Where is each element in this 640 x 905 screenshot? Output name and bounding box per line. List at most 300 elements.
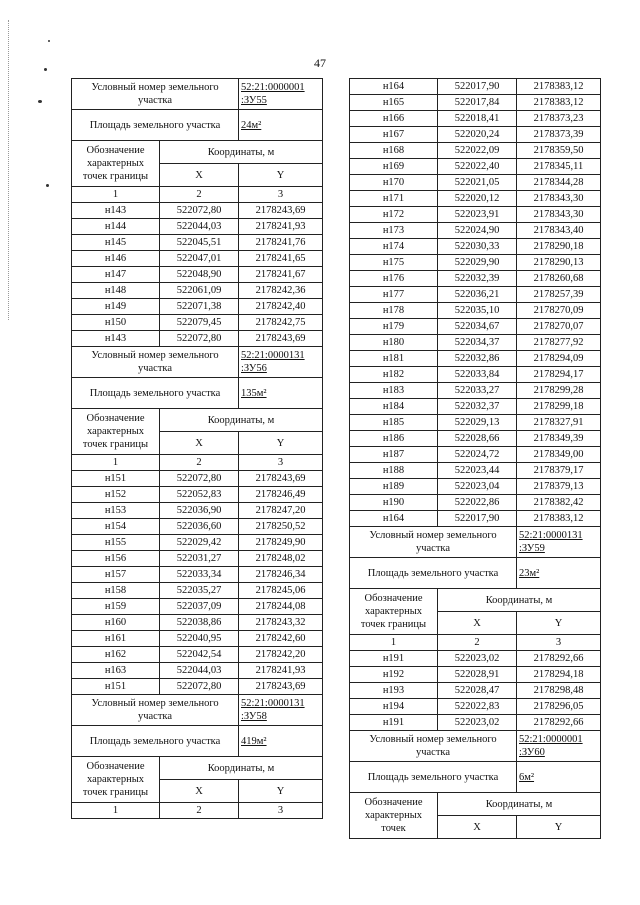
y-coordinate: 2178245,06: [239, 583, 323, 599]
table-row: [350, 399, 601, 415]
x-coordinate: 522017,84: [438, 95, 517, 111]
plot-area-label: Площадь земельного участка: [72, 378, 239, 409]
x-coordinate: 522032,86: [438, 351, 517, 367]
scan-speck: [46, 184, 49, 187]
x-coordinate: 522072,80: [160, 203, 239, 219]
column-number-row: [350, 635, 601, 651]
y-coordinate: 2178294,09: [517, 351, 601, 367]
table-row: [72, 487, 323, 503]
table-row: [72, 647, 323, 663]
point-name: н184: [350, 399, 438, 415]
y-coordinate: 2178292,66: [517, 715, 601, 731]
plot-number-label: Условный номер земельного участка: [350, 527, 517, 558]
point-name: н144: [72, 219, 160, 235]
x-coordinate: 522029,13: [438, 415, 517, 431]
table-row: [350, 667, 601, 683]
table-row: [350, 383, 601, 399]
plot-area-row: [350, 558, 601, 589]
plot-area-row: [350, 762, 601, 793]
table-row: [72, 679, 323, 695]
table-row: [350, 143, 601, 159]
point-name: н190: [350, 495, 438, 511]
coords-header-row: [72, 141, 323, 164]
table-row: [350, 79, 601, 95]
table-row: [350, 351, 601, 367]
y-coordinate: 2178249,90: [239, 535, 323, 551]
x-coordinate: 522079,45: [160, 315, 239, 331]
plot-number-value: 52:21:0000131 :ЗУ59: [517, 527, 601, 558]
x-coordinate: 522032,37: [438, 399, 517, 415]
y-coordinate: 2178243,69: [239, 331, 323, 347]
column-number-row: [72, 187, 323, 203]
point-name: н159: [72, 599, 160, 615]
y-header: Y: [517, 612, 601, 635]
x-coordinate: 522022,86: [438, 495, 517, 511]
y-coordinate: 2178246,49: [239, 487, 323, 503]
y-header: Y: [239, 164, 323, 187]
y-coordinate: 2178343,30: [517, 207, 601, 223]
x-coordinate: 522020,24: [438, 127, 517, 143]
table-row: [72, 331, 323, 347]
column-number: 2: [160, 187, 239, 203]
x-coordinate: 522052,83: [160, 487, 239, 503]
plot-number-row: [350, 731, 601, 762]
x-coordinate: 522028,91: [438, 667, 517, 683]
plot-number-label: Условный номер земельного участка: [350, 731, 517, 762]
point-name: н155: [72, 535, 160, 551]
y-coordinate: 2178241,67: [239, 267, 323, 283]
y-coordinate: 2178242,75: [239, 315, 323, 331]
column-number: 3: [239, 455, 323, 471]
y-header: Y: [517, 816, 601, 839]
x-coordinate: 522034,37: [438, 335, 517, 351]
table-row: [350, 335, 601, 351]
y-coordinate: 2178327,91: [517, 415, 601, 431]
plot-number-value: 52:21:0000001 :ЗУ55: [239, 79, 323, 110]
y-coordinate: 2178345,11: [517, 159, 601, 175]
y-coordinate: 2178257,39: [517, 287, 601, 303]
table-row: [350, 223, 601, 239]
x-coordinate: 522028,47: [438, 683, 517, 699]
table-row: [72, 663, 323, 679]
y-coordinate: 2178379,17: [517, 463, 601, 479]
column-number: 1: [350, 635, 438, 651]
point-name: н180: [350, 335, 438, 351]
point-name: н169: [350, 159, 438, 175]
left-coordinates-table: [71, 78, 323, 819]
table-row: [350, 447, 601, 463]
coordinates-header: Координаты, м: [438, 793, 601, 816]
point-name: н152: [72, 487, 160, 503]
table-row: [72, 315, 323, 331]
column-number: 2: [438, 635, 517, 651]
x-coordinate: 522072,80: [160, 331, 239, 347]
y-coordinate: 2178383,12: [517, 511, 601, 527]
point-name: н189: [350, 479, 438, 495]
plot-number-label: Условный номер земельного участка: [72, 695, 239, 726]
x-coordinate: 522024,90: [438, 223, 517, 239]
x-coordinate: 522061,09: [160, 283, 239, 299]
x-header: X: [438, 816, 517, 839]
x-coordinate: 522031,27: [160, 551, 239, 567]
table-row: [350, 287, 601, 303]
point-name: н143: [72, 203, 160, 219]
table-row: [72, 615, 323, 631]
column-number: 2: [160, 455, 239, 471]
table-row: [72, 471, 323, 487]
y-coordinate: 2178343,30: [517, 191, 601, 207]
x-coordinate: 522030,33: [438, 239, 517, 255]
x-coordinate: 522033,84: [438, 367, 517, 383]
scan-speck: [38, 100, 42, 103]
plot-number-label: Условный номер земельного участка: [72, 79, 239, 110]
coords-header-row: [72, 409, 323, 432]
coords-header-row: [350, 589, 601, 612]
table-row: [350, 651, 601, 667]
point-name: н147: [72, 267, 160, 283]
y-coordinate: 2178242,40: [239, 299, 323, 315]
table-row: [350, 271, 601, 287]
point-name: н158: [72, 583, 160, 599]
x-coordinate: 522040,95: [160, 631, 239, 647]
y-coordinate: 2178294,18: [517, 667, 601, 683]
point-name: н156: [72, 551, 160, 567]
point-name: н166: [350, 111, 438, 127]
coordinates-header: Координаты, м: [160, 141, 323, 164]
table-row: [350, 367, 601, 383]
plot-area-value: 6м²: [517, 762, 601, 793]
y-coordinate: 2178270,09: [517, 303, 601, 319]
plot-number-value: 52:21:0000131 :ЗУ58: [239, 695, 323, 726]
point-name: н181: [350, 351, 438, 367]
plot-number-row: [350, 527, 601, 558]
table-row: [350, 127, 601, 143]
point-name: н191: [350, 651, 438, 667]
y-coordinate: 2178349,39: [517, 431, 601, 447]
point-name: н178: [350, 303, 438, 319]
y-coordinate: 2178242,20: [239, 647, 323, 663]
table-row: [72, 583, 323, 599]
plot-number-label: Условный номер земельного участка: [72, 347, 239, 378]
point-name: н146: [72, 251, 160, 267]
point-name: н186: [350, 431, 438, 447]
x-coordinate: 522042,54: [160, 647, 239, 663]
point-designation-header: Обозначение характерных точек границы: [72, 409, 160, 455]
point-name: н151: [72, 471, 160, 487]
x-coordinate: 522047,01: [160, 251, 239, 267]
point-name: н177: [350, 287, 438, 303]
plot-area-label: Площадь земельного участка: [350, 762, 517, 793]
y-coordinate: 2178243,69: [239, 679, 323, 695]
x-coordinate: 522022,83: [438, 699, 517, 715]
table-row: [350, 415, 601, 431]
y-coordinate: 2178260,68: [517, 271, 601, 287]
point-name: н162: [72, 647, 160, 663]
y-coordinate: 2178299,18: [517, 399, 601, 415]
y-coordinate: 2178243,69: [239, 203, 323, 219]
point-name: н188: [350, 463, 438, 479]
point-name: н160: [72, 615, 160, 631]
point-name: н148: [72, 283, 160, 299]
point-name: н157: [72, 567, 160, 583]
table-row: [72, 235, 323, 251]
table-row: [350, 319, 601, 335]
plot-area-value: 419м²: [239, 726, 323, 757]
x-coordinate: 522036,90: [160, 503, 239, 519]
y-coordinate: 2178242,36: [239, 283, 323, 299]
x-header: X: [438, 612, 517, 635]
y-coordinate: 2178383,12: [517, 95, 601, 111]
point-name: н170: [350, 175, 438, 191]
scan-speck: [48, 40, 50, 42]
point-name: н145: [72, 235, 160, 251]
x-coordinate: 522020,12: [438, 191, 517, 207]
x-coordinate: 522018,41: [438, 111, 517, 127]
point-name: н191: [350, 715, 438, 731]
point-name: н194: [350, 699, 438, 715]
column-number: 2: [160, 803, 239, 819]
plot-area-value: 23м²: [517, 558, 601, 589]
y-coordinate: 2178277,92: [517, 335, 601, 351]
point-name: н187: [350, 447, 438, 463]
plot-area-row: [72, 378, 323, 409]
y-coordinate: 2178379,13: [517, 479, 601, 495]
plot-number-row: [72, 79, 323, 110]
table-row: [72, 567, 323, 583]
coordinates-header: Координаты, м: [438, 589, 601, 612]
x-coordinate: 522035,10: [438, 303, 517, 319]
table-row: [350, 495, 601, 511]
plot-area-value: 135м²: [239, 378, 323, 409]
point-name: н153: [72, 503, 160, 519]
table-row: [72, 203, 323, 219]
x-coordinate: 522023,04: [438, 479, 517, 495]
x-header: X: [160, 780, 239, 803]
point-name: н173: [350, 223, 438, 239]
y-coordinate: 2178298,48: [517, 683, 601, 699]
y-coordinate: 2178241,93: [239, 663, 323, 679]
column-number: 1: [72, 803, 160, 819]
table-row: [72, 251, 323, 267]
y-coordinate: 2178290,18: [517, 239, 601, 255]
y-coordinate: 2178294,17: [517, 367, 601, 383]
x-coordinate: 522024,72: [438, 447, 517, 463]
column-number: 1: [72, 187, 160, 203]
x-coordinate: 522028,66: [438, 431, 517, 447]
table-row: [72, 219, 323, 235]
table-row: [350, 303, 601, 319]
point-name: н185: [350, 415, 438, 431]
y-header: Y: [239, 432, 323, 455]
x-coordinate: 522017,90: [438, 511, 517, 527]
table-row: [350, 111, 601, 127]
y-coordinate: 2178373,23: [517, 111, 601, 127]
y-coordinate: 2178243,69: [239, 471, 323, 487]
plot-area-value: 24м²: [239, 110, 323, 141]
coords-header-row: [72, 757, 323, 780]
table-row: [350, 175, 601, 191]
page-number: 47: [314, 56, 326, 70]
plot-number-row: [72, 347, 323, 378]
point-name: н183: [350, 383, 438, 399]
plot-area-row: [72, 726, 323, 757]
table-row: [72, 267, 323, 283]
right-coordinates-table: [349, 78, 601, 839]
table-row: [350, 255, 601, 271]
x-coordinate: 522023,02: [438, 715, 517, 731]
y-coordinate: 2178242,60: [239, 631, 323, 647]
point-name: н193: [350, 683, 438, 699]
y-coordinate: 2178248,02: [239, 551, 323, 567]
column-number: 3: [517, 635, 601, 651]
table-row: [72, 551, 323, 567]
x-coordinate: 522029,90: [438, 255, 517, 271]
y-coordinate: 2178373,39: [517, 127, 601, 143]
point-designation-header: Обозначение характерных точек границы: [350, 589, 438, 635]
table-row: [72, 299, 323, 315]
y-coordinate: 2178241,93: [239, 219, 323, 235]
coords-header-row: [350, 793, 601, 816]
table-row: [72, 631, 323, 647]
point-name: н151: [72, 679, 160, 695]
y-coordinate: 2178241,76: [239, 235, 323, 251]
point-name: н149: [72, 299, 160, 315]
table-row: [350, 699, 601, 715]
point-name: н143: [72, 331, 160, 347]
x-coordinate: 522022,09: [438, 143, 517, 159]
y-coordinate: 2178296,05: [517, 699, 601, 715]
column-number: 3: [239, 803, 323, 819]
x-coordinate: 522035,27: [160, 583, 239, 599]
x-coordinate: 522032,39: [438, 271, 517, 287]
point-name: н163: [72, 663, 160, 679]
x-coordinate: 522033,34: [160, 567, 239, 583]
point-name: н192: [350, 667, 438, 683]
table-row: [350, 479, 601, 495]
x-coordinate: 522017,90: [438, 79, 517, 95]
point-name: н176: [350, 271, 438, 287]
x-coordinate: 522022,40: [438, 159, 517, 175]
x-coordinate: 522023,44: [438, 463, 517, 479]
y-coordinate: 2178246,34: [239, 567, 323, 583]
y-coordinate: 2178299,28: [517, 383, 601, 399]
y-coordinate: 2178290,13: [517, 255, 601, 271]
table-row: [350, 683, 601, 699]
point-name: н167: [350, 127, 438, 143]
table-row: [72, 519, 323, 535]
x-coordinate: 522071,38: [160, 299, 239, 315]
y-coordinate: 2178382,42: [517, 495, 601, 511]
y-coordinate: 2178343,40: [517, 223, 601, 239]
x-coordinate: 522036,21: [438, 287, 517, 303]
x-coordinate: 522036,60: [160, 519, 239, 535]
y-coordinate: 2178359,50: [517, 143, 601, 159]
x-coordinate: 522037,09: [160, 599, 239, 615]
point-name: н174: [350, 239, 438, 255]
y-coordinate: 2178349,00: [517, 447, 601, 463]
table-row: [350, 239, 601, 255]
point-name: н172: [350, 207, 438, 223]
table-row: [350, 191, 601, 207]
x-coordinate: 522038,86: [160, 615, 239, 631]
y-coordinate: 2178247,20: [239, 503, 323, 519]
plot-area-label: Площадь земельного участка: [350, 558, 517, 589]
point-name: н168: [350, 143, 438, 159]
x-coordinate: 522072,80: [160, 471, 239, 487]
column-number-row: [72, 803, 323, 819]
y-coordinate: 2178292,66: [517, 651, 601, 667]
x-coordinate: 522023,02: [438, 651, 517, 667]
table-row: [72, 535, 323, 551]
column-number: 3: [239, 187, 323, 203]
point-name: н164: [350, 511, 438, 527]
column-number-row: [72, 455, 323, 471]
coordinates-header: Координаты, м: [160, 409, 323, 432]
x-coordinate: 522023,91: [438, 207, 517, 223]
x-coordinate: 522021,05: [438, 175, 517, 191]
plot-area-row: [72, 110, 323, 141]
y-header: Y: [239, 780, 323, 803]
table-row: [350, 431, 601, 447]
table-row: [72, 503, 323, 519]
table-row: [350, 207, 601, 223]
x-coordinate: 522044,03: [160, 219, 239, 235]
table-row: [350, 95, 601, 111]
point-designation-header: Обозначение характерных точек границы: [72, 141, 160, 187]
y-coordinate: 2178270,07: [517, 319, 601, 335]
point-name: н171: [350, 191, 438, 207]
y-coordinate: 2178344,28: [517, 175, 601, 191]
plot-number-value: 52:21:0000131 :ЗУ56: [239, 347, 323, 378]
plot-area-label: Площадь земельного участка: [72, 726, 239, 757]
table-row: [72, 599, 323, 615]
point-name: н182: [350, 367, 438, 383]
x-coordinate: 522045,51: [160, 235, 239, 251]
plot-area-label: Площадь земельного участка: [72, 110, 239, 141]
table-row: [350, 511, 601, 527]
x-coordinate: 522044,03: [160, 663, 239, 679]
x-coordinate: 522033,27: [438, 383, 517, 399]
x-coordinate: 522048,90: [160, 267, 239, 283]
y-coordinate: 2178241,65: [239, 251, 323, 267]
y-coordinate: 2178244,08: [239, 599, 323, 615]
x-coordinate: 522029,42: [160, 535, 239, 551]
table-row: [350, 715, 601, 731]
x-header: X: [160, 432, 239, 455]
point-designation-header: Обозначение характерных точек границы: [72, 757, 160, 803]
point-name: н175: [350, 255, 438, 271]
point-name: н165: [350, 95, 438, 111]
point-name: н154: [72, 519, 160, 535]
y-coordinate: 2178243,32: [239, 615, 323, 631]
x-coordinate: 522072,80: [160, 679, 239, 695]
y-coordinate: 2178383,12: [517, 79, 601, 95]
plot-number-value: 52:21:0000001 :ЗУ60: [517, 731, 601, 762]
x-coordinate: 522034,67: [438, 319, 517, 335]
y-coordinate: 2178250,52: [239, 519, 323, 535]
point-designation-header: Обозначение характерных точек: [350, 793, 438, 839]
column-number: 1: [72, 455, 160, 471]
point-name: н150: [72, 315, 160, 331]
point-name: н179: [350, 319, 438, 335]
point-name: н164: [350, 79, 438, 95]
table-row: [72, 283, 323, 299]
coordinates-header: Координаты, м: [160, 757, 323, 780]
point-name: н161: [72, 631, 160, 647]
table-row: [350, 159, 601, 175]
x-header: X: [160, 164, 239, 187]
table-row: [350, 463, 601, 479]
